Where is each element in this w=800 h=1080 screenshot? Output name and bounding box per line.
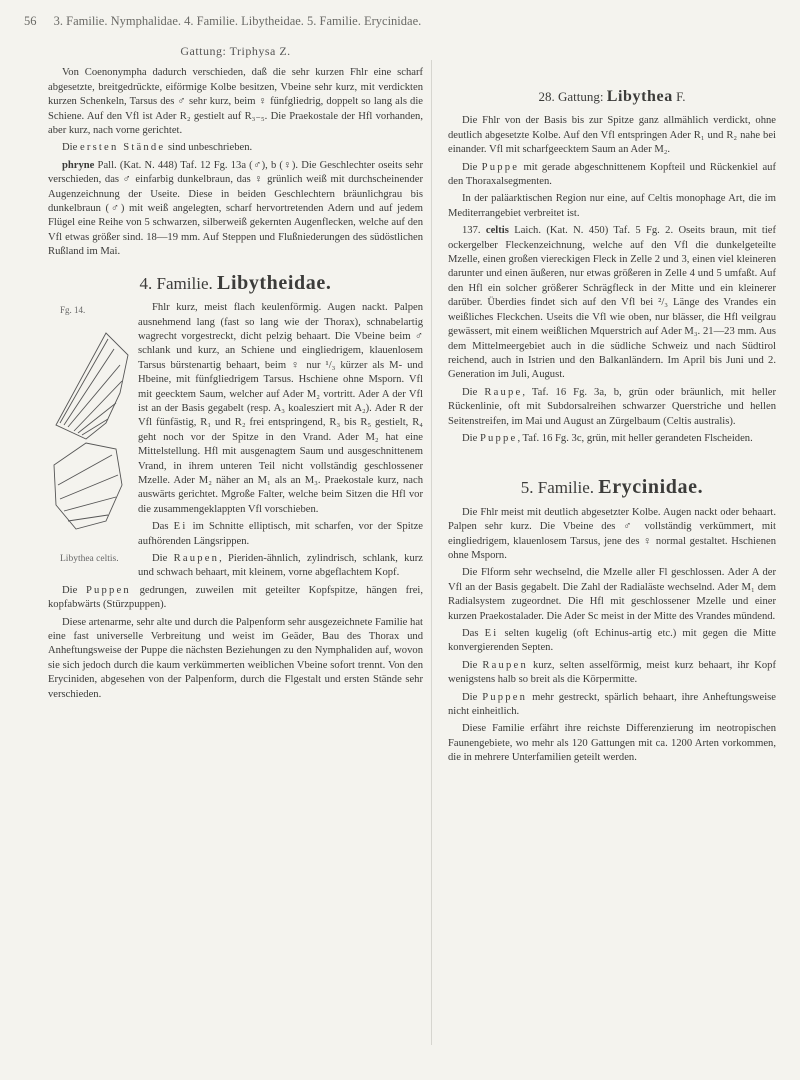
figure-caption: Libythea celtis. [60,553,119,564]
species-name-phryne: phryne [62,159,95,171]
paragraph-libythea-puppe: Die Puppe mit gerade abgeschnittenem Kopfteil und Rückenkiel auf den Thoraxalsegmenten. [448,161,776,188]
species-name-celtis: celtis [485,225,509,237]
paragraph-puppen: Die Puppen gedrungen, zuweilen mit geteilter Kopfspitze, hängen frei, kopfabwärts (Stürzpuppen). [48,584,423,611]
paragraph-celtis: 137. celtis Laich. (Kat. N. 450) Taf. 5 Fg. 2. Oseits braun, mit tief ockergelber Fleckenzeichnung, welche auf den Vfl die dunkelgeteilte Mzelle, einen großen viereckigen Fleck in Zelle 2 und 3, einen viel kleineren darunter und einen äußeren, nur etwas größeren in Zelle 4 und 5 umfaßt. Auf den Hfl ein solcher größerer Schrägfleck in der Mitte und ein kleinerer darüber. Überdies findet sich auf den Vfl bei ²/₃ Länge des Vrandes ein weißliches Fleckchen. Useits die Vfl wie oben, nur blässer, die Hfl veilgrau gewässert, mit einem weißlichen Mquerstrich auf Ader M₃. 21—23 mm. Aus dem Mittelmeergebiet auch in die südliche Schweiz und nach Südtirol reichend, auch in Istrien und den Balkanländern. Im April bis Juni und 2. Generation im Juli, August. [448,225,776,381]
paragraph-erycinidae-raupen: Die Raupen kurz, selten asselförmig, meist kurz behaart, ihr Kopf wenigstens halb so breit als die Körpermitte. [448,659,777,686]
paragraph-libythea-region: In der paläarktischen Region nur eine, auf Celtis monophage Art, die im Mediterrangebiet verbreitet ist. [448,193,776,219]
page-number: 56 [24,14,37,28]
running-header [24,14,776,32]
paragraph-first-stages: Die ersten Stände sind unbeschrieben. [62,142,253,154]
paragraph-egg: Das Ei im Schnitte elliptisch, mit scharfen, vor der Spitze aufhörenden Längsrippen. [138,521,423,547]
right-column [448,90,776,769]
paragraph-celtis-puppe: Die Puppe, Taf. 16 Fg. 3c, grün, mit heller gerandeten Flscheiden. [462,432,753,444]
genus-heading-libythea: 28. Gattung: Libythea F. [538,88,686,105]
paragraph-erycinidae-wings: Die Flform sehr wechselnd, die Mzelle aller Fl geschlossen. Ader A der Vfl an der Basis gegabelt. Die Zahl der Radialäste wechselnd. Ader M₁ dem Radialsystem zugeordnet. Die Hfl mit geschlossener Mzelle und einer kurzen Praekostalader. Die Ader Sc meist in der Mitte des Vrandes mündend. [448,567,776,622]
paragraph-erycinidae-intro: Die Fhlr meist mit deutlich abgesetzter Kolbe. Augen nackt oder behaart. Palpen sehr kurz. Die Vbeine des ♂ vollständig verkümmert, mit eingliedrigem, klauenlosem Tarsus, jene des ♀ normal gestaltet. Hschienen ohne Msporn. [448,506,776,561]
paragraph-celtis-raupe: Die Raupe, Taf. 16 Fg. 3a, b, grün oder bräunlich, mit heller Rückenlinie, oft mit Subdorsalreihen schwarzer Querstriche und hellen Seitenstreifen, im Mai und August an Zürgelbaum (Celtis australis). [448,386,776,427]
family-heading-libytheidae: 4. Familie. Libytheidae. [139,271,332,294]
wing-venation-icon [46,315,132,547]
running-title: 3. Familie. Nymphalidae. 4. Familie. Libytheidae. 5. Familie. Erycinidae. [53,14,422,28]
genus-heading-triphysa: Gattung: Triphysa Z. [180,44,291,58]
paragraph-triphysa-description: Von Coenonympha dadurch verschieden, daß die sehr kurzen Fhlr eine scharf abgesetzte, breitgedrückte, eiförmige Kolbe besitzen, Vbeine sehr kurz, mit verdickten kurzen Schenkeln, Tarsus des ♂ sehr kurz, beim ♀ fünfgliedrig, doppelt so lang als die Schiene. Auf den Vfl ist Ader R₂ gestielt auf R₃₋₅. Die Praekostale der Hfl vorhanden, aber kurz, nach vorne gerichtet. [48,67,423,137]
figure-libythea-wing-venation [46,301,132,566]
family-heading-erycinidae: 5. Familie. Erycinidae. [520,476,704,499]
paragraph-family-summary: Diese artenarme, sehr alte und durch die Palpenform sehr ausgezeichnete Familie hat eine fast universelle Verbreitung und weist im Geäder, Bau des Thorax und Anheftungsweise der Puppe die nächsten Beziehungen zu den Nymphaliden auf, wovon sie sich jedoch durch die kaum verkümmerten weiblichen Vbeine sofort trennt. Von den Eryciniden, abgesehen von der Palpenform, durch die Flgestalt und ersten Stände sehr verschieden. [48,616,423,700]
left-column [48,40,423,705]
figure-label: Fg. 14. [60,305,86,316]
paragraph-erycinidae-egg: Das Ei selten kugelig (oft Echinus-artig etc.) mit gegen die Mitte konvergierenden Septen. [448,628,776,654]
paragraph-erycinidae-puppen: Die Puppen mehr gestreckt, spärlich behaart, ihre Anheftungsweise nicht einheitlich. [448,691,777,718]
paragraph-libytheidae-intro: Fg. 14. Libythea celtis. Fhlr kurz, meist flach keulenförmig. Augen nackt. Palpen ausnehmend lang (fast so lang wie der Thorax), schnabelartig wagrecht vorgestreckt, dicht pelzig behaart. Die Vbeine beim ♂ schlank und kurz, an Schiene und eingliedrigem, klauenlosem Tarsus bürstenartig behaart, beim ♀ nur ¹/₃ kürzer als M- und Hbeine, mit fünfgliedrigem Tarsus. Hschiene ohne Msporn. Vfl mit geecktem Saum, welcher auf Ader M₂ vortritt. Ader A der Vfl ist an der Basis gegabelt (resp. A₃ koalesziert mit A₂). Ader R der Vfl fünfästig, R₁ und R₂ frei entspringend, R₃ bis R₅ gestielt, R₄ geht noch vor der Spitze in den Vrand. Ader M₂ hat eine Mittelstellung. Hfl mit ausgenagtem Saum und ausgeschnittenem Vrand, in ihrem unteren Teil nicht vollständig geschlossener Mzelle. Ader M₂ näher an M₁ als an M₃. Praekostale kurz, nach auswärts gerichtet. Mgroße Falter, welche beim Sitzen die Hfl vor die zusammengeklappten Vfl vorschieben. [48,301,423,517]
paragraph-raupen: Die Raupen, Pieriden-ähnlich, zylindrisch, schlank, kurz und schwach behaart, mit kleinem, vorne abgeflachtem Kopf. [138,553,423,579]
paragraph-erycinidae-summary: Diese Familie erfährt ihre reichste Differenzierung im neotropischen Faunengebiete, wo mehr als 120 Gattungen mit ca. 1200 Arten vorkommen, die in mehrere Unterfamilien geteilt werden. [448,723,776,764]
paragraph-phryne: phryne Pall. (Kat. N. 448) Taf. 12 Fg. 13a (♂), b (♀). Die Geschlechter oseits sehr verschieden, das ♂ einfarbig dunkelbraun, das ♀ grünlich weiß mit durchscheinender Augenzeichnung der Useite. Diese in beiden Geschlechtern bräunlichgrau bis dunkelbraun (♂) mit weiß angelegten, scharf hervortretenden Adern und auf jedem Flügel eine Reihe von 5 schwarzen, silberweiß gekernten Augenflecken, welche auf den Vfl etwas größer sind. 18—19 mm. Auf Steppen und Flußniederungen des südöstlichen Rußland im Mai. [48,159,423,258]
paragraph-libythea-description: Die Fhlr von der Basis bis zur Spitze ganz allmählich verdickt, ohne deutlich abgesetzte Kolbe. Auf den Vfl entspringen Ader R₁ und R₂ nahe bei einander. Vfl mit scharfgeecktem Saum an Ader M₂. [448,115,776,156]
column-divider [431,60,432,1045]
